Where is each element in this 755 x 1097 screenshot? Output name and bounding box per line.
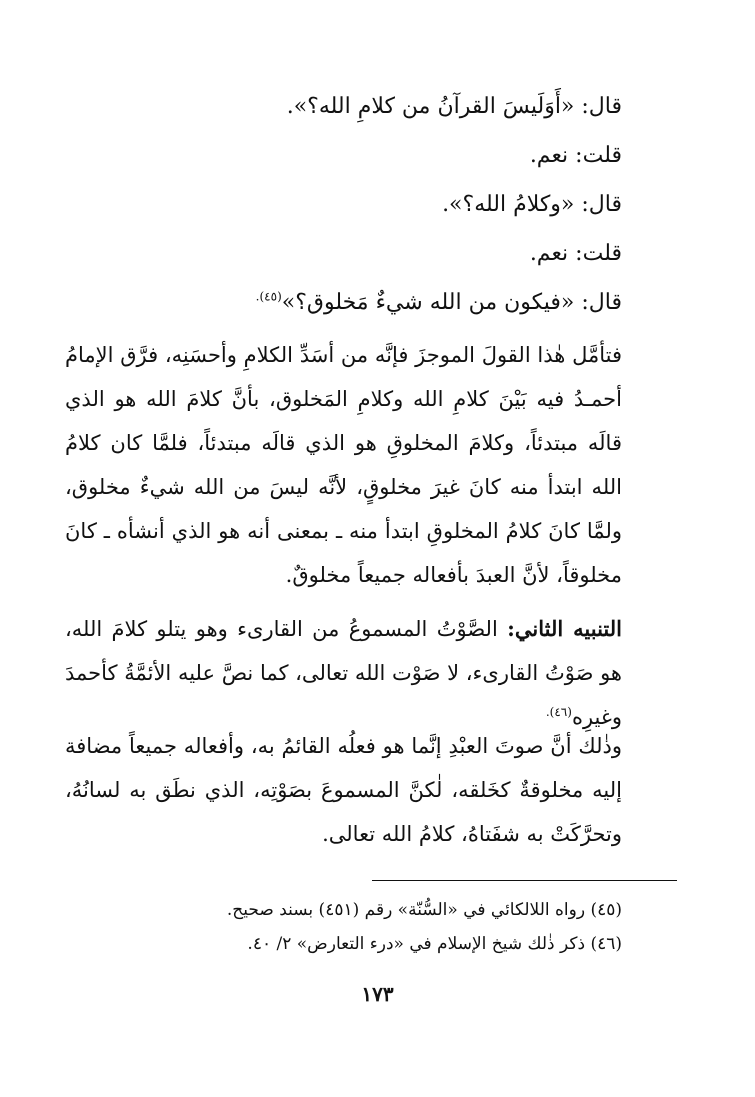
dialogue-line: قلت: نعم. [529, 241, 622, 266]
dialogue-line: قال: «أَوَلَيسَ القرآنُ من كلامِ الله؟». [286, 94, 622, 119]
second-note-heading: التنبيه الثاني: [507, 616, 623, 641]
paragraph-explanation: وذٰلك أنَّ صوتَ العبْدِ إنَّما هو فعلُه القائمُ به، وأفعاله جميعاً مضافة إليه مخلوقةٌ كخَلقه، لٰكنَّ المسموعَ بصَوْتِه، الذي نطَق به لسانُهُ، وتحرَّكَتْ به شفَتاهُ، كلامُ الله تعالى. [65, 734, 622, 846]
paragraph-second-note [65, 607, 622, 739]
second-note-body: الصَّوْتُ المسموعُ من القارىء وهو يتلو كلامَ الله، هو صَوْتُ القارىء، لا صَوْت الله تعالى، كما نصَّ عليه الأئمَّةُ كأحمدَ وغيرِه [65, 617, 622, 729]
dialogue-line: قال: «وكلامُ الله؟». [442, 192, 622, 217]
footnote-ref-46: (٤٦). [545, 705, 572, 719]
footnote-46: (٤٦) ذكر ذٰلك شيخ الإسلام في «درء التعارض» ٢/ ٤٠. [247, 934, 622, 954]
footnote-divider [372, 880, 677, 881]
dialogue-block [65, 82, 622, 327]
dialogue-line [65, 278, 622, 327]
footnote-ref-45: (٤٥). [255, 289, 282, 304]
footnotes [65, 893, 622, 961]
page-number: ١٧٣ [361, 982, 394, 1006]
dialogue-line-text: قال: «فيكون من الله شيءٌ مَخلوق؟» [281, 290, 622, 315]
paragraph-commentary: فتأمَّل هٰذا القولَ الموجزَ فإنَّه من أسَدِّ الكلامِ وأحسَنِه، فرَّق الإمامُ أحمـدُ فيه بَيْنَ كلامِ الله وكلامِ المَخلوق، بأنَّ كلامَ الله هو الذي قالَه مبتدئاً، وكلامَ المخلوقِ هو الذي قالَه مبتدئاً، فلمَّا كان كلامُ الله ابتدأ منه كانَ غيرَ مخلوقٍ، لأنَّه ليسَ من الله شيءٌ مخلوق، ولمَّا كانَ كلامُ المخلوقِ ابتدأ منه ـ بمعنى أنه هو الذي أنشأه ـ كانَ مخلوقاً، لأنَّ العبدَ بأفعاله جميعاً مخلوقٌ. [65, 343, 622, 587]
footnote-45: (٤٥) رواه اللالكائي في «السُّنّة» رقم (٤٥١) بسند صحيح. [226, 900, 622, 920]
dialogue-line: قلت: نعم. [529, 143, 622, 168]
